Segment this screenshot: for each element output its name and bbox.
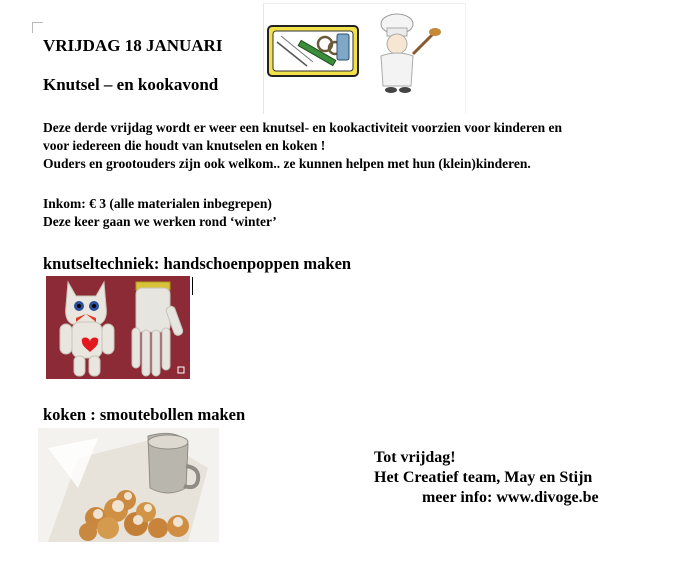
glove-puppet-photo xyxy=(46,276,190,379)
chef-icon xyxy=(381,14,441,93)
closing-more-info: meer info: www.divoge.be xyxy=(422,489,599,506)
intro-line: Ouders en grootouders zijn ook welkom.. ze kunnen helpen met hun (klein)kinderen. xyxy=(43,156,531,171)
craft-heading: knutseltechniek: handschoenpoppen maken xyxy=(43,254,352,273)
craft-supplies-icon xyxy=(268,26,358,76)
page-corner-mark xyxy=(32,22,43,33)
fee-price: Inkom: € 3 (alle materialen inbegrepen) xyxy=(43,196,272,211)
intro-line: voor iedereen die houdt van knutselen en koken ! xyxy=(43,138,326,153)
closing-team: Het Creatief team, May en Stijn xyxy=(374,469,593,486)
intro-paragraph xyxy=(43,119,673,173)
smoutebollen-illustration xyxy=(38,428,219,542)
closing-greeting: Tot vrijdag! xyxy=(374,449,456,466)
event-date: VRIJDAG 18 JANUARI xyxy=(43,36,223,55)
glove-puppet-illustration xyxy=(46,276,190,379)
cooking-heading: koken : smoutebollen maken xyxy=(43,405,246,424)
text-cursor xyxy=(192,277,193,295)
fee-info xyxy=(43,195,277,231)
fee-theme: Deze keer gaan we werken rond ‘winter’ xyxy=(43,214,277,229)
event-title: Knutsel – en kookavond xyxy=(43,75,219,94)
smoutebollen-photo xyxy=(38,428,219,542)
closing-block xyxy=(374,448,599,508)
clipart-box xyxy=(263,3,466,114)
clipart-graphics xyxy=(263,4,465,114)
intro-line: Deze derde vrijdag wordt er weer een knutsel- en kookactiviteit voorzien voor kinderen en xyxy=(43,120,563,135)
